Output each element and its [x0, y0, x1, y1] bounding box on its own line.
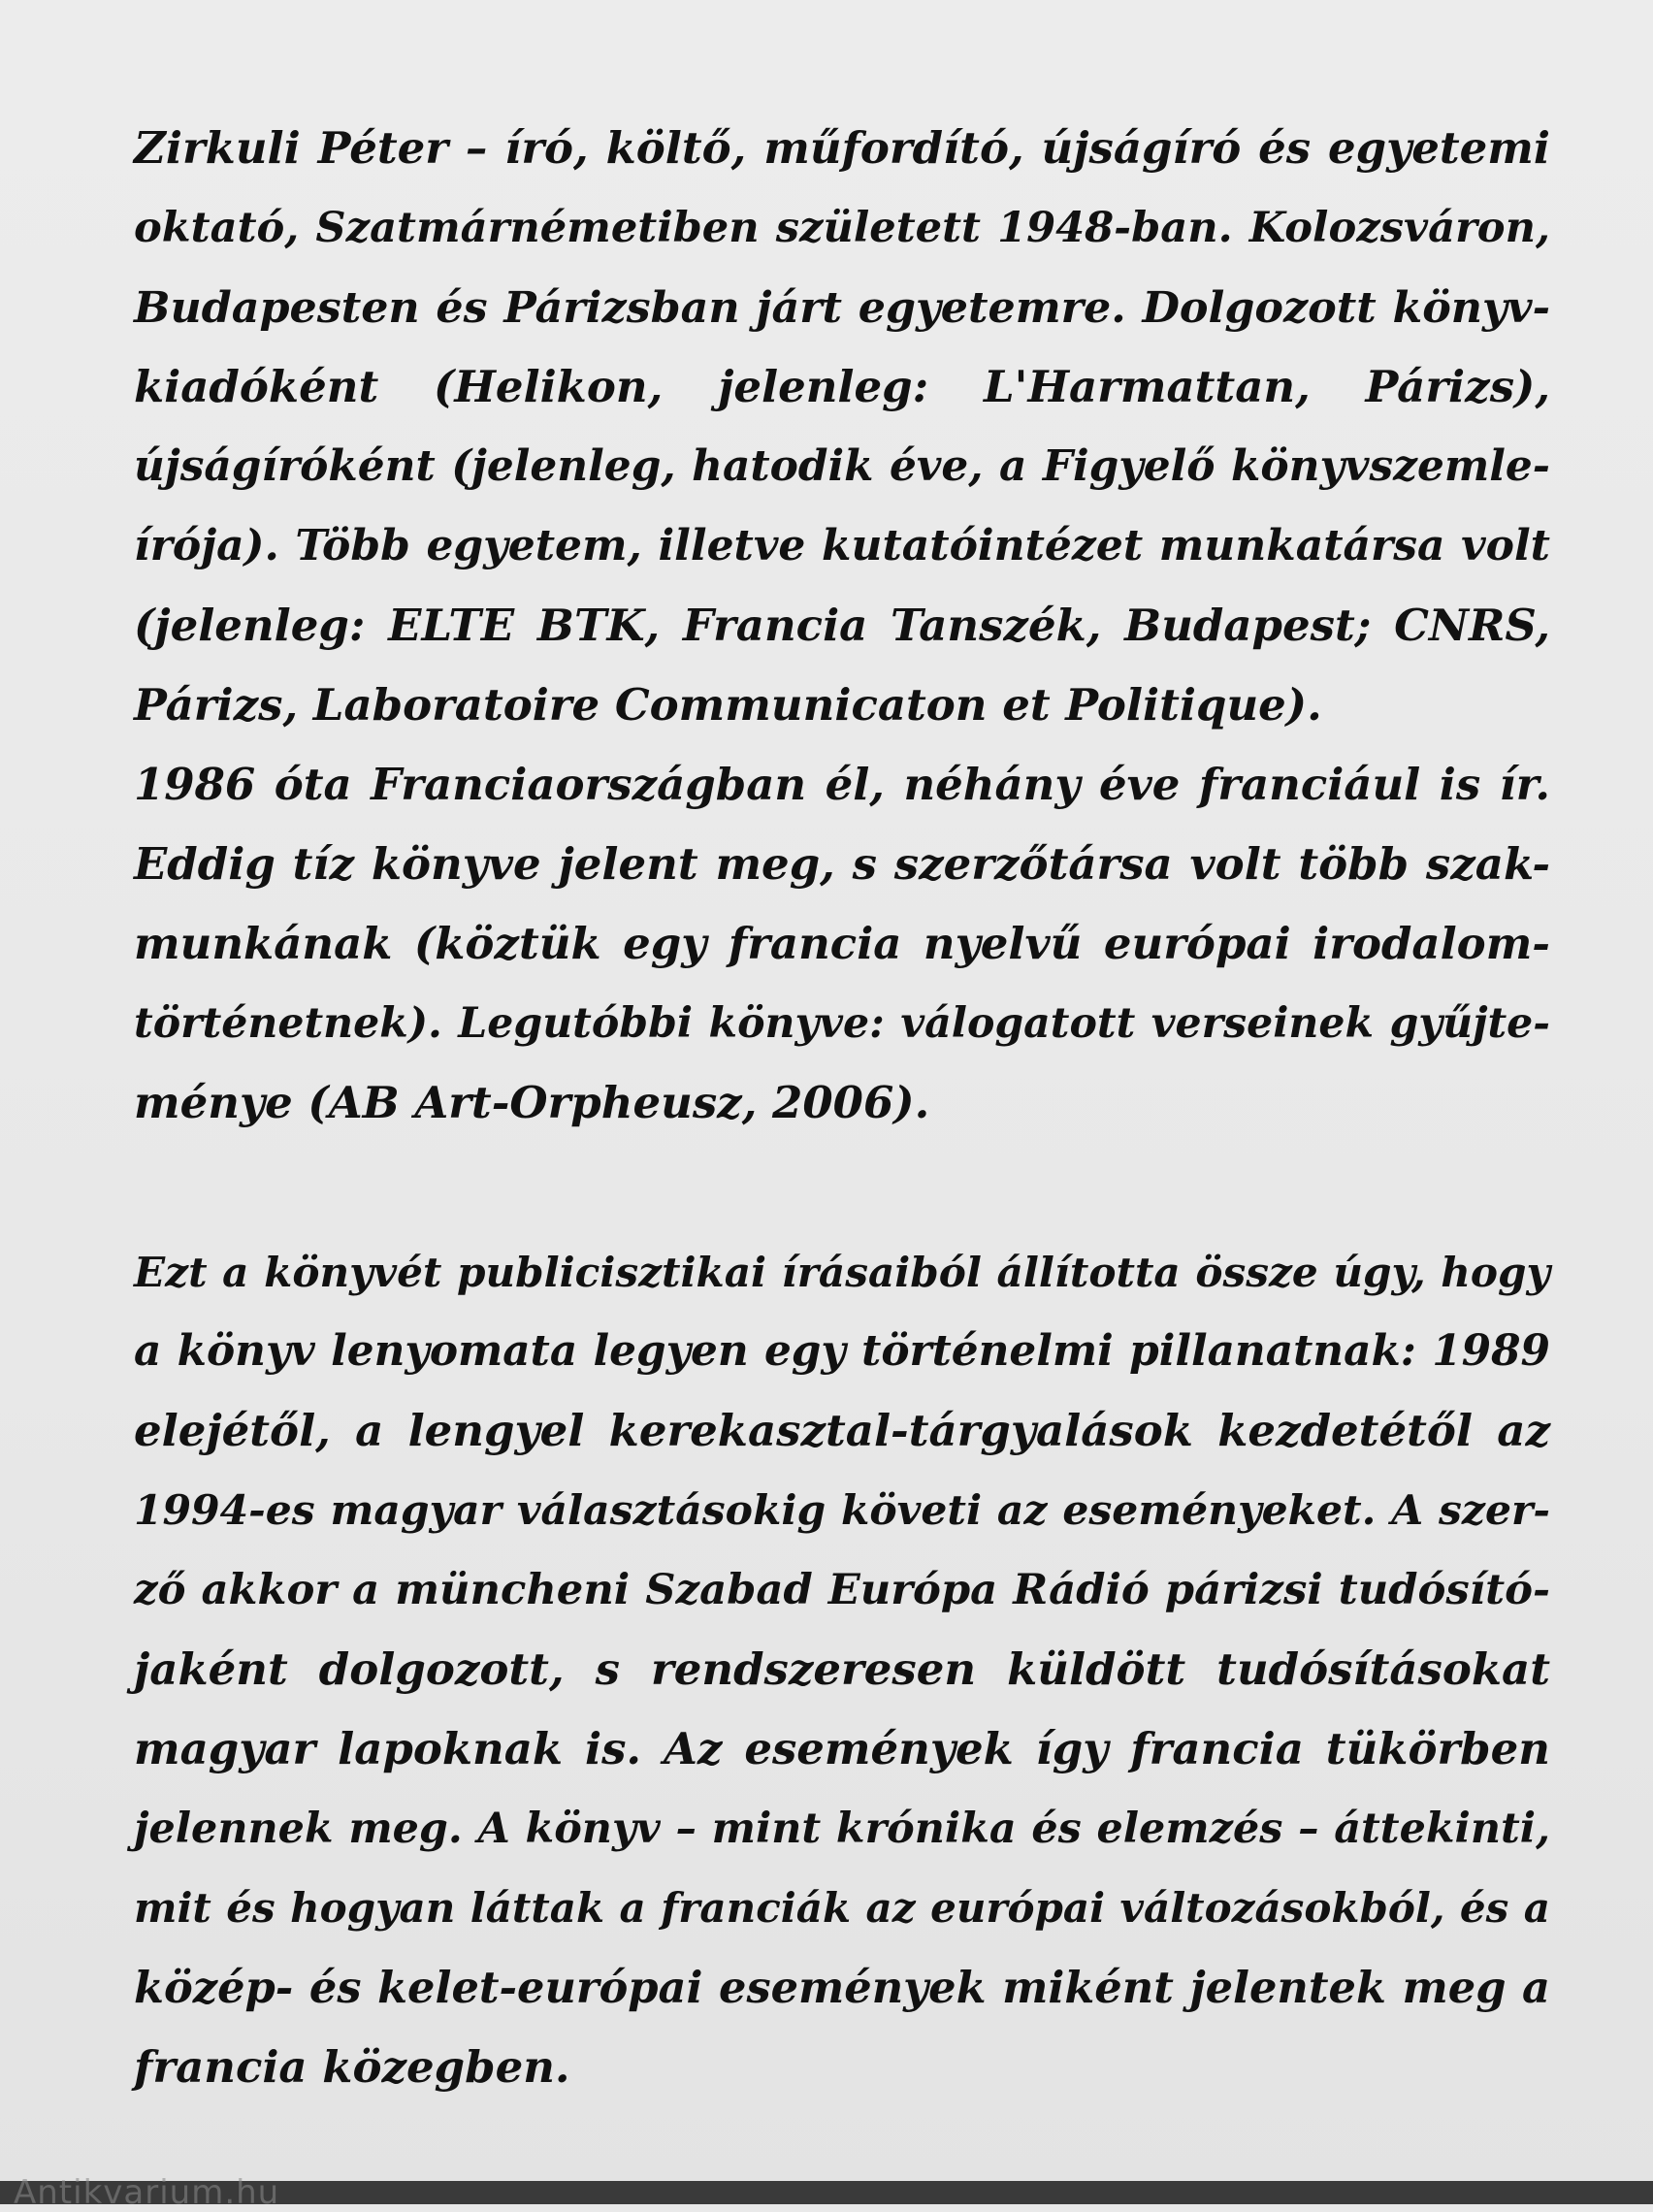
text-line: magyar lapoknak is. Az események így francia tükörben — [134, 1723, 1550, 1774]
text-line: francia közegben. — [134, 2041, 570, 2093]
watermark-text: Antikvarium.hu — [14, 2173, 280, 2212]
text-line: munkának (köztük egy francia nyelvű európai irodalom- — [134, 918, 1550, 969]
text-line: ző akkor a müncheni Szabad Európa Rádió párizsi tudósító- — [134, 1565, 1550, 1614]
text-line: a könyv lenyomata legyen egy történelmi pillanatnak: 1989 — [134, 1326, 1550, 1376]
text-line: Eddig tíz könyve jelent meg, s szerzőtársa volt több szak- — [134, 838, 1550, 890]
author-bio-paragraph — [134, 109, 1550, 1143]
text-line: Ezt a könyvét publicisztikai írásaiból állította össze úgy, hogy — [134, 1248, 1550, 1296]
text-line: jelennek meg. A könyv – mint krónika és elemzés – áttekinti, — [134, 1805, 1550, 1853]
text-line: 1986 óta Franciaországban él, néhány éve franciául is ír. — [134, 759, 1550, 810]
text-line: elejétől, a lengyel kerekasztal-tárgyalások kezdetétől az — [134, 1405, 1550, 1456]
text-line: kiadóként (Helikon, jelenleg: L'Harmattan, Párizs), — [134, 361, 1550, 412]
text-line: Párizs, Laboratoire Communicaton et Politique). — [134, 679, 1322, 731]
book-description-paragraph — [134, 1232, 1550, 2107]
text-line: 1994-es magyar választásokig követi az eseményeket. A szer- — [134, 1486, 1550, 1535]
text-line: újságíróként (jelenleg, hatodik éve, a Figyelő könyvszemle- — [134, 441, 1550, 491]
text-line: történetnek). Legutóbbi könyve: válogatott verseinek gyűjte- — [134, 999, 1550, 1048]
text-line: (jelenleg: ELTE BTK, Francia Tanszék, Budapest; CNRS, — [134, 600, 1550, 651]
text-line: jaként dolgozott, s rendszeresen küldött tudósításokat — [134, 1643, 1550, 1695]
text-line: mit és hogyan láttak a franciák az európai változásokból, és a — [134, 1884, 1550, 1932]
text-line: ménye (AB Art-Orpheusz, 2006). — [134, 1077, 930, 1128]
text-line: Zirkuli Péter – író, költő, műfordító, újságíró és egyetemi — [134, 122, 1550, 174]
text-line: oktató, Szatmárnémetiben született 1948-ban. Kolozsváron, — [134, 203, 1550, 252]
text-line: közép- és kelet-európai események miként jelentek meg a — [134, 1962, 1550, 2013]
text-line: írója). Több egyetem, illetve kutatóintézet munkatársa volt — [134, 521, 1550, 570]
text-line: Budapesten és Párizsban járt egyetemre. Dolgozott könyv- — [134, 282, 1550, 333]
